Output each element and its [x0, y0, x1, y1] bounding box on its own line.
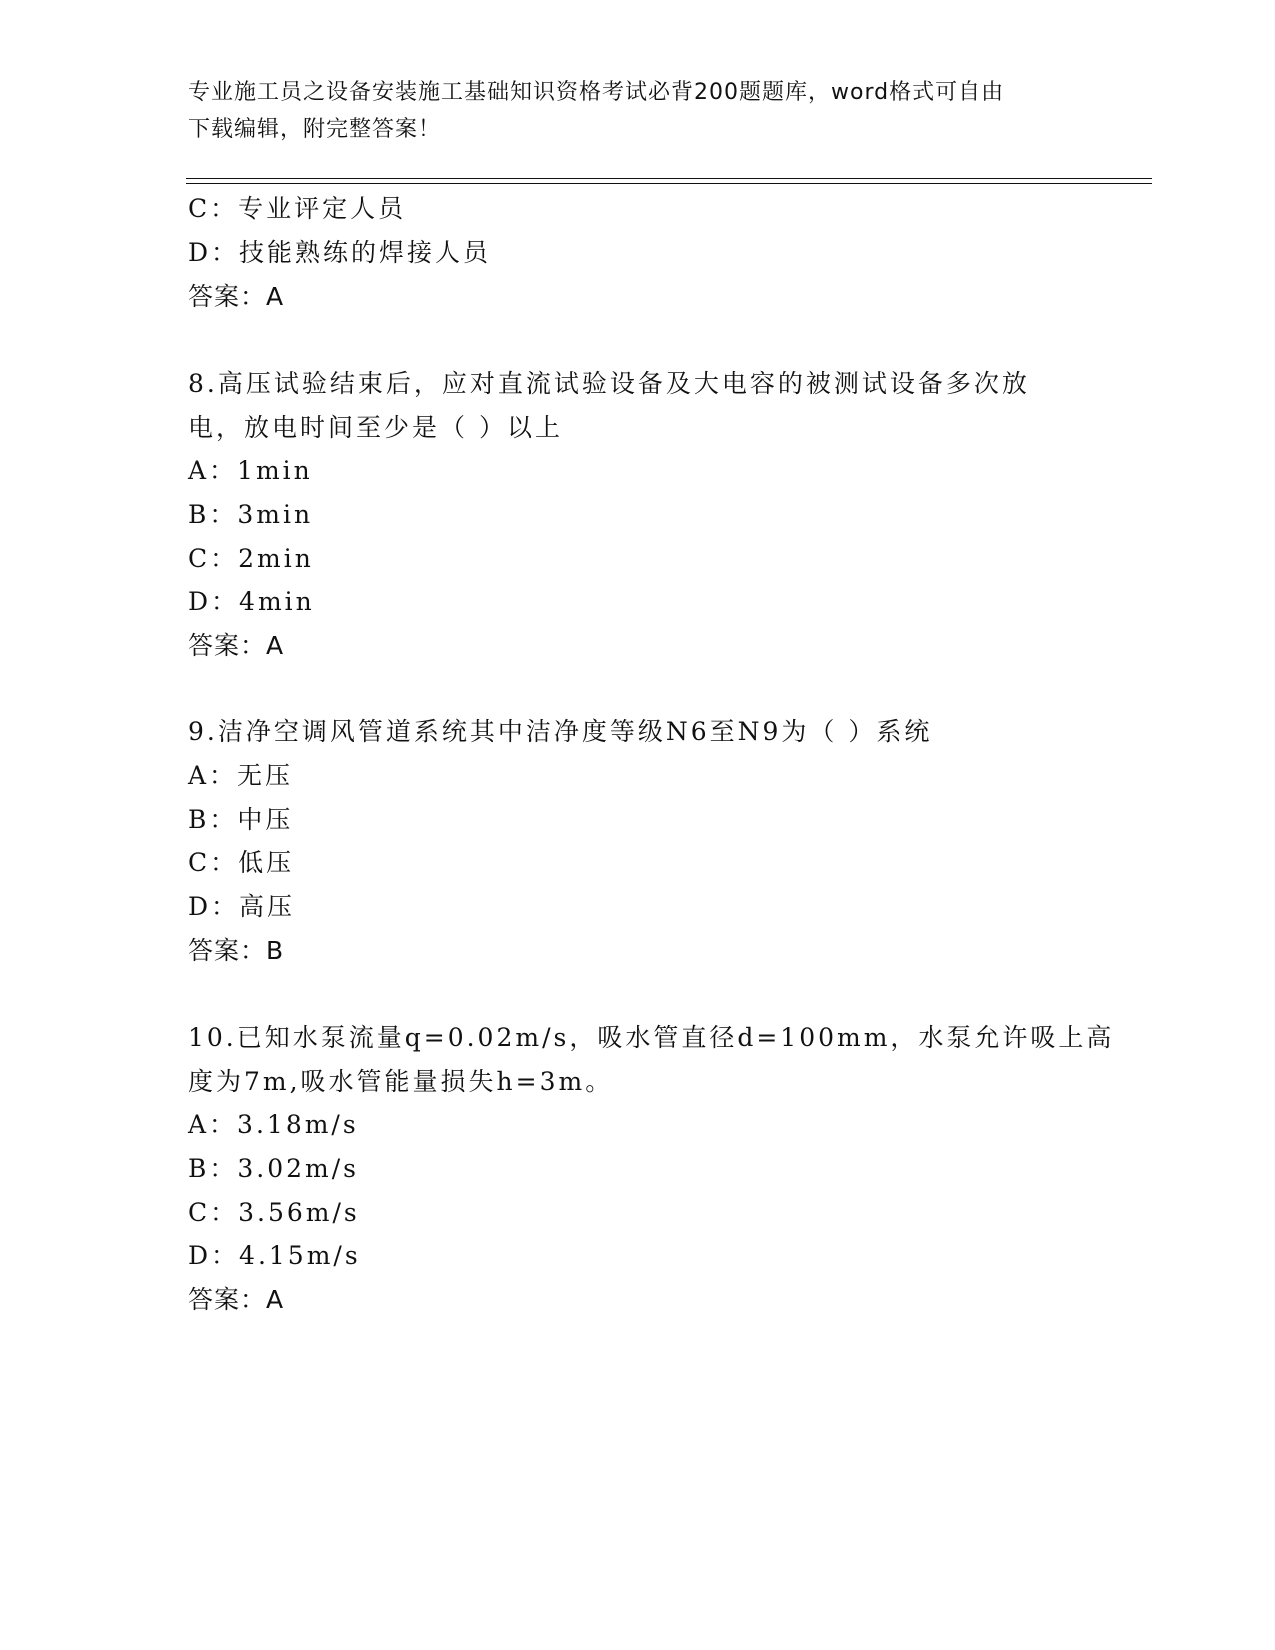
- q7-answer: 答案：A: [188, 282, 285, 311]
- header-rule-bottom: [186, 183, 1152, 184]
- q9-option-d: D：高压: [188, 892, 296, 921]
- q8-stem-line-1: 8.高压试验结束后，应对直流试验设备及大电容的被测试设备多次放: [188, 369, 1030, 398]
- q10-stem-line-2: 度为7m,吸水管能量损失h=3m。: [188, 1067, 614, 1096]
- q10-option-c: C：3.56m/s: [188, 1198, 360, 1227]
- q9-option-b: B：中压: [188, 805, 294, 834]
- q8-option-d: D：4min: [188, 587, 315, 616]
- q10-option-d: D：4.15m/s: [188, 1241, 361, 1270]
- q8-option-c: C：2min: [188, 544, 314, 573]
- q10-option-a: A：3.18m/s: [188, 1110, 359, 1139]
- q8-option-b: B：3min: [188, 500, 314, 529]
- q7-option-d: D：技能熟练的焊接人员: [188, 238, 492, 267]
- document-header: [188, 74, 1088, 148]
- header-rule-top: [186, 178, 1152, 179]
- q9-stem-line-1: 9.洁净空调风管道系统其中洁净度等级N6至N9为（ ）系统: [188, 717, 933, 746]
- header-line-2: 下载编辑，附完整答案！: [188, 117, 442, 142]
- q9-answer: 答案：B: [188, 936, 285, 965]
- q9-option-a: A：无压: [188, 761, 294, 790]
- q9-option-c: C：低压: [188, 848, 295, 877]
- q7-option-c: C：专业评定人员: [188, 194, 407, 223]
- header-line-1: 专业施工员之设备安装施工基础知识资格考试必背200题题库，word格式可自由: [188, 80, 1005, 105]
- q8-answer: 答案：A: [188, 631, 285, 660]
- q10-option-b: B：3.02m/s: [188, 1154, 359, 1183]
- q10-stem-line-1: 10.已知水泵流量q=0.02m/s，吸水管直径d=100mm，水泵允许吸上高: [188, 1023, 1115, 1052]
- q10-answer: 答案：A: [188, 1285, 285, 1314]
- q8-option-a: A：1min: [188, 456, 313, 485]
- q8-stem-line-2: 电，放电时间至少是（ ）以上: [188, 413, 563, 442]
